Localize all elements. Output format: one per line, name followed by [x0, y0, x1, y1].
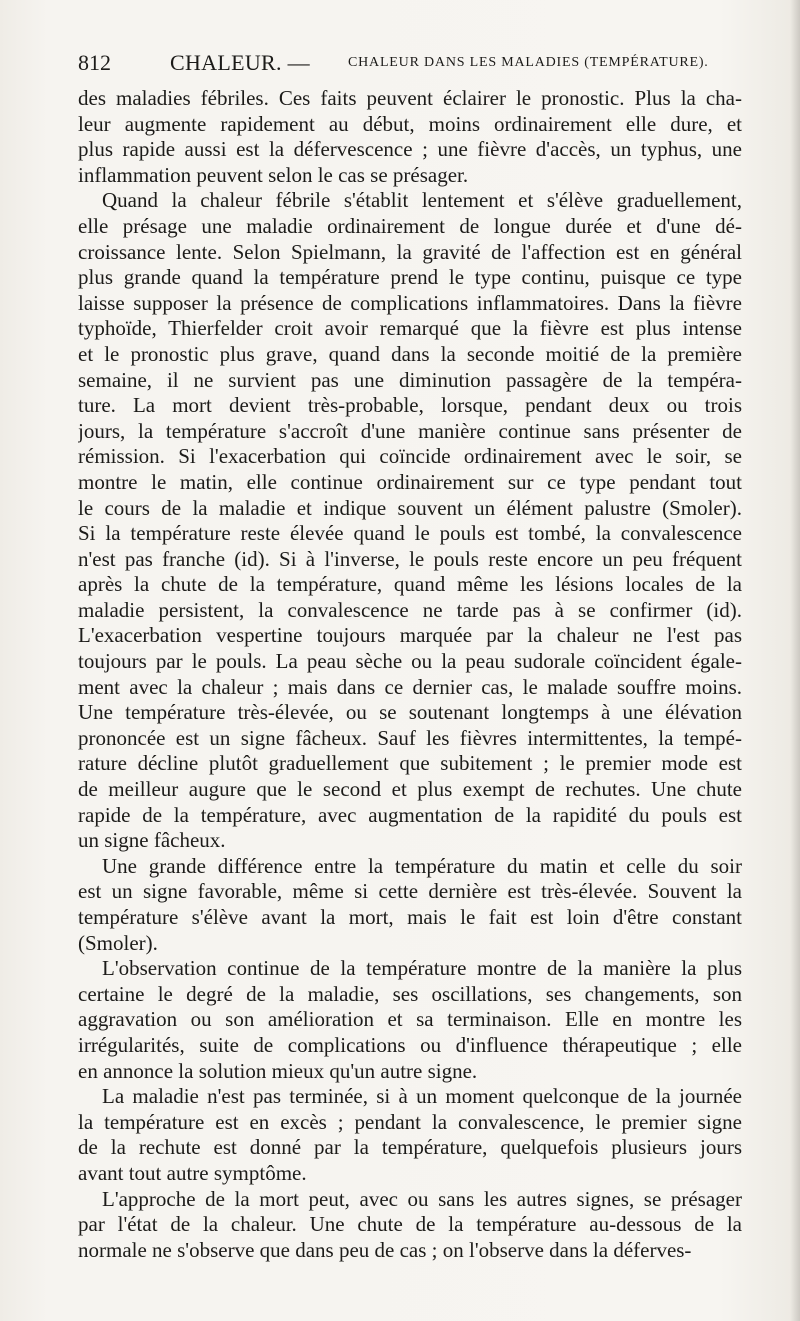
text-line: rature décline plutôt graduellement que subitement ; le premier mode est [78, 751, 742, 776]
text-line: maladie persistent, la convalescence ne tarde pas à se confirmer (id). [78, 597, 742, 622]
page-edge-shadow [790, 0, 800, 1321]
text-line: prononcée est un signe fâcheux. Sauf les fièvres intermittentes, la tempé- [78, 725, 742, 750]
text-line: Une température très-élevée, ou se soutenant longtemps à une élévation [78, 700, 742, 725]
text-line: de la rechute est donné par la température, quelquefois plusieurs jours [78, 1135, 742, 1160]
text-line: montre le matin, elle continue ordinairement sur ce type pendant tout [78, 469, 742, 494]
text-line: en annonce la solution mieux qu'un autre signe. [78, 1058, 478, 1083]
text-line: et le pronostic plus grave, quand dans la seconde moitié de la première [78, 341, 742, 366]
text-line: inflammation peuvent selon le cas se présager. [78, 162, 469, 187]
paragraph [78, 854, 742, 956]
text-line: des maladies fébriles. Ces faits peuvent éclairer le pronostic. Plus la cha- [78, 86, 742, 110]
text-line: elle présage une maladie ordinairement de longue durée et d'une dé- [78, 213, 742, 238]
text-line: normale ne s'observe que dans peu de cas ; on l'observe dans la déferves- [78, 1237, 692, 1262]
text-line: après la chute de la température, quand même les lésions locales de la [78, 572, 742, 597]
text-line: la température est en excès ; pendant la convalescence, le premier signe [78, 1109, 742, 1134]
text-line: plus rapide aussi est la défervescence ; une fièvre d'accès, un typhus, une [78, 137, 742, 162]
text-line: L'approche de la mort peut, avec ou sans les autres signes, se présager [102, 1186, 742, 1211]
running-head-subtitle: CHALEUR DANS LES MALADIES (TEMPÉRATURE). [348, 55, 709, 70]
running-head [78, 50, 748, 78]
text-line: rémission. Si l'exacerbation qui coïncide ordinairement avec le soir, se [78, 444, 742, 469]
paragraph [78, 86, 742, 188]
text-line: typhoïde, Thierfelder croit avoir remarqué que la fièvre est plus intense [78, 316, 742, 341]
text-line: aggravation ou son amélioration et sa terminaison. Elle en montre les [78, 1007, 742, 1032]
text-line: leur augmente rapidement au début, moins ordinairement elle dure, et [78, 111, 742, 136]
text-line: certaine le degré de la maladie, ses oscillations, ses changements, son [78, 981, 742, 1006]
paragraph [78, 1084, 742, 1186]
page-number: 812 [78, 50, 111, 75]
text-line: par l'état de la chaleur. Une chute de la température au-dessous de la [78, 1212, 742, 1237]
text-line: température s'élève avant la mort, mais le fait est loin d'être constant [78, 905, 742, 929]
paragraph [78, 1187, 742, 1264]
text-line: L'observation continue de la température montre de la manière la plus [102, 956, 742, 981]
paragraph [78, 188, 742, 853]
text-line: L'exacerbation vespertine toujours marquée par la chaleur ne l'est pas [78, 623, 742, 648]
text-line: La maladie n'est pas terminée, si à un moment quelconque de la journée [102, 1084, 742, 1109]
text-line: (Smoler). [78, 930, 158, 955]
text-line: ment avec la chaleur ; mais dans ce dernier cas, le malade souffre moins. [78, 674, 742, 699]
text-line: jours, la température s'accroît d'une manière continue sans présenter de [78, 418, 742, 443]
text-line: avant tout autre symptôme. [78, 1160, 307, 1185]
text-line: croissance lente. Selon Spielmann, la gravité de l'affection est en général [78, 239, 742, 264]
text-line: de meilleur augure que le second et plus exempt de rechutes. Une chute [78, 777, 742, 802]
text-line: le cours de la maladie et indique souvent un élément palustre (Smoler). [78, 495, 742, 520]
text-line: un signe fâcheux. [78, 828, 226, 853]
text-line: Une grande différence entre la température du matin et celle du soir [102, 853, 742, 878]
text-line: ture. La mort devient très-probable, lorsque, pendant deux ou trois [78, 393, 742, 418]
text-line: rapide de la température, avec augmentation de la rapidité du pouls est [78, 802, 742, 827]
running-head-title: CHALEUR. — [170, 50, 310, 75]
text-line: plus grande quand la température prend le type continu, puisque ce type [78, 265, 742, 290]
text-line: semaine, il ne survient pas une diminution passagère de la tempéra- [78, 367, 742, 392]
text-line: laisse supposer la présence de complications inflammatoires. Dans la fièvre [78, 290, 742, 315]
body-text [78, 86, 742, 1263]
text-line: Quand la chaleur fébrile s'établit lentement et s'élève graduellement, [102, 188, 742, 213]
text-line: n'est pas franche (id). Si à l'inverse, le pouls reste encore un peu fréquent [78, 546, 742, 571]
text-line: toujours par le pouls. La peau sèche ou la peau sudorale coïncident égale- [78, 649, 742, 674]
paragraph [78, 956, 742, 1084]
text-line: irrégularités, suite de complications ou d'influence thérapeutique ; elle [78, 1032, 742, 1057]
text-line: Si la température reste élevée quand le pouls est tombé, la convalescence [78, 521, 742, 546]
text-line: est un signe favorable, même si cette dernière est très-élevée. Souvent la [78, 879, 742, 904]
